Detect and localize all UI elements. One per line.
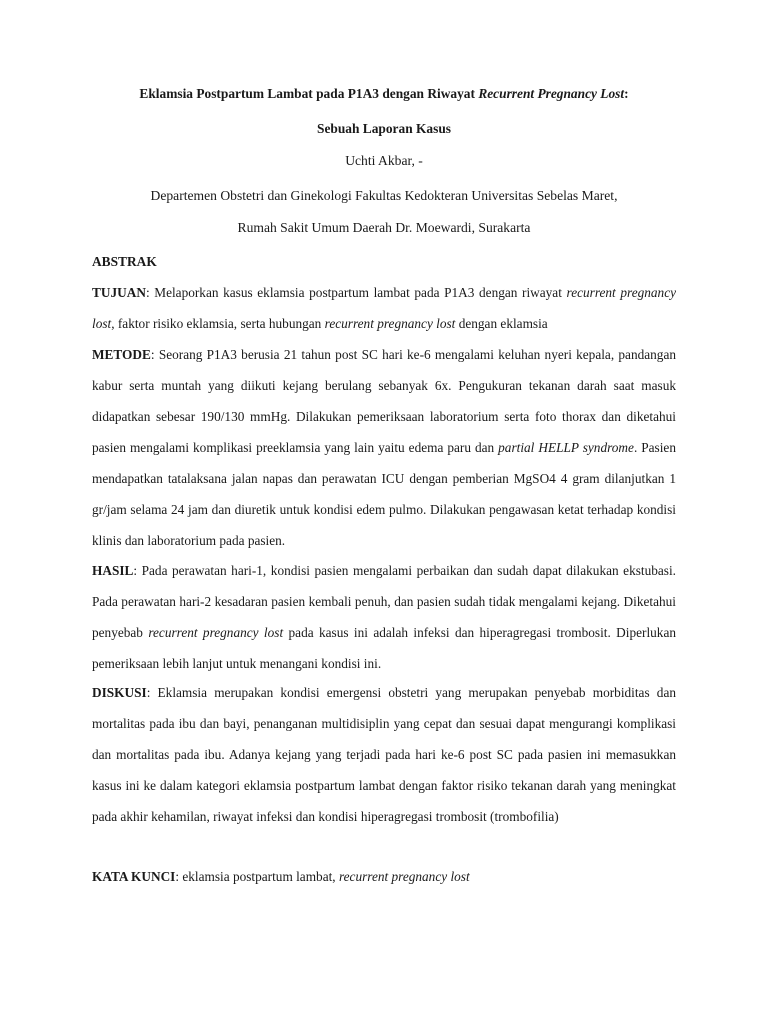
tujuan-text-1: : Melaporkan kasus eklamsia postpartum lambat pada P1A3 dengan riwayat [145, 285, 567, 300]
affiliation-line1: Departemen Obstetri dan Ginekologi Fakultas Kedokteran Universitas Sebelas Maret, [150, 188, 618, 203]
keywords-text-1: : eklamsia postpartum lambat, [175, 869, 339, 884]
title-colon: : [624, 86, 629, 101]
author-line: Uchti Akbar, - [345, 153, 423, 168]
section-keywords [92, 861, 676, 892]
paper-title-line2: Sebuah Laporan Kasus [317, 121, 451, 136]
metode-label: METODE [92, 347, 151, 362]
keywords-label: KATA KUNCI [92, 869, 176, 884]
keywords-italic-1: recurrent pregnancy lost [338, 869, 470, 884]
metode-italic-1: partial HELLP syndrome [498, 440, 634, 455]
hasil-text-1: : Pada perawatan hari-1, kondisi pasien mengalami perbaikan dan sudah dapat dilakukan ekstubasi. Pada perawatan hari-2 kesadaran pasien kembali penuh, dan pasien sudah tidak mengalami kejang. Diketahui penyebab [92, 563, 676, 640]
paper-title-line1 [0, 86, 768, 102]
section-metode [92, 339, 676, 556]
section-hasil [92, 555, 676, 679]
abstract-heading: ABSTRAK [92, 254, 157, 269]
tujuan-label: TUJUAN [92, 285, 146, 300]
section-diskusi [92, 677, 676, 832]
hasil-label: HASIL [92, 563, 134, 578]
diskusi-label: DISKUSI [92, 685, 147, 700]
tujuan-italic-2: recurrent pregnancy lost [324, 316, 456, 331]
hasil-italic-1: recurrent pregnancy lost [148, 625, 284, 640]
diskusi-text-1: : Eklamsia merupakan kondisi emergensi obstetri yang merupakan penyebab morbiditas dan mortalitas pada ibu dan bayi, penanganan multidisiplin yang cepat dan sesuai dapat mengurangi komplikasi dan mortalitas pada ibu. Adanya kejang yang terjadi pada hari ke-6 post SC pada pasien ini memasukkan kasus ini ke dalam kategori eklamsia postpartum lambat dengan faktor risiko tekanan darah yang meningkat pada akhir kehamilan, riwayat infeksi dan kondisi hiperagregasi trombosit (trombofilia) [92, 685, 676, 824]
tujuan-italic-1: recurrent pregnancy lost [92, 285, 676, 331]
hasil-text-2: pada kasus ini adalah infeksi dan hiperagregasi trombosit. Diperlukan pemeriksaan lebih lanjut untuk menangani kondisi ini. [92, 625, 676, 671]
affiliation-line2: Rumah Sakit Umum Daerah Dr. Moewardi, Surakarta [237, 220, 531, 235]
metode-text-2: . Pasien mendapatkan tatalaksana jalan napas dan perawatan ICU dengan pemberian MgSO4 4 gram dilanjutkan 1 gr/jam selama 24 jam dan diuretik untuk kondisi edem pulmo. Dilakukan pengawasan ketat terhadap kondisi klinis dan laboratorium pada pasien. [92, 440, 676, 548]
metode-text-1: : Seorang P1A3 berusia 21 tahun post SC hari ke-6 mengalami keluhan nyeri kepala, pandangan kabur serta muntah yang diikuti kejang berulang sebanyak 6x. Pengukuran tekanan darah saat masuk didapatkan sebesar 190/130 mmHg. Dilakukan pemeriksaan laboratorium serta foto thorax dan diketahui pasien mengalami komplikasi preeklamsia yang lain yaitu edema paru dan [92, 347, 676, 455]
tujuan-text-2: , faktor risiko eklamsia, serta hubungan [111, 316, 325, 331]
title-text: Eklamsia Postpartum Lambat pada P1A3 dengan Riwayat [139, 86, 479, 101]
section-tujuan [92, 277, 676, 339]
tujuan-text-3: dengan eklamsia [455, 316, 548, 331]
title-italic-text: Recurrent Pregnancy Lost [478, 86, 625, 101]
